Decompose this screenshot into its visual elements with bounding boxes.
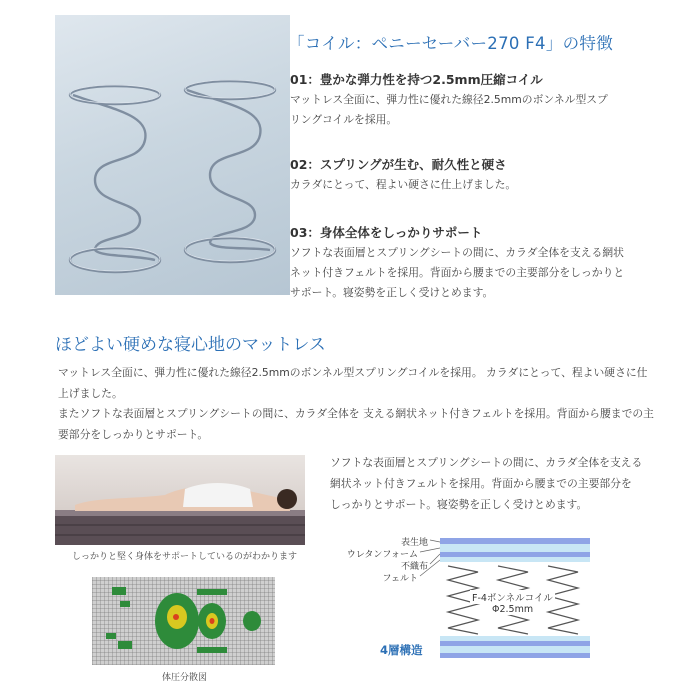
pressure-distribution-map [92,577,275,665]
structure-desc-line-2: 網状ネット付きフェルトを採用。背面から腰までの主要部分を [330,477,632,490]
pressure-map-illustration [92,577,275,665]
feature-1-line-1: マットレス全面に、弾力性に優れた線径2.5mmのボンネル型スプ [290,93,608,106]
structure-desc-line-3: しっかりとサポート。寝姿勢を正しく受けとめます。 [330,498,588,511]
photo-caption: しっかりと堅く身体をサポートしているのがわかります [72,552,298,562]
coil-label: F-4ボンネルコイル [470,590,555,604]
feature-1-line-2: リングコイルを採用。 [290,113,398,126]
structure-description [330,452,642,515]
bottom-layer-fabric [440,653,590,658]
feature-2-text [290,175,516,195]
feature-1-text [290,90,608,130]
layer-nonwoven-band [440,552,590,557]
feature-1-heading: 01：豊かな弾力性を持つ2.5mm圧縮コイル [290,72,543,87]
layer-fabric-band [440,538,590,544]
bottom-layer-nonwoven [440,641,590,646]
mattress-title: ほどよい硬めな寝心地のマットレス [55,335,326,355]
coil-spring-illustration [55,15,290,295]
four-layer-label: 4層構造 [380,643,423,657]
feature-3-line-1: ソフトな表面層とスプリングシートの間に、カラダ全体を支える網状 [290,246,624,259]
mattress-paragraph-2: またソフトな表面層とスプリングシートの間に、カラダ全体を 支える網状ネット付きフェルトを採用。背面から腰までの主要部分をしっかりとサポート。 [58,407,654,441]
layer-urethane-band [440,544,590,552]
mattress-description [58,363,658,445]
feature-3-line-3: サポート。寝姿勢を正しく受けとめます。 [290,286,494,299]
layer-label-fabric: 表生地 [400,538,428,548]
layer-label-felt: フェルト [382,574,418,584]
coil-photo [55,15,290,295]
feature-3-heading: 03：身体全体をしっかりサポート [290,225,483,240]
feature-3-line-2: ネット付きフェルトを採用。背面から腰までの主要部分をしっかりと [290,266,625,279]
mattress-paragraph-1: マットレス全面に、弾力性に優れた線径2.5mmのボンネル型スプリングコイルを採用。 カラダにとって、程よい硬さに仕上げました。 [58,366,648,400]
layer-label-nonwoven: 不織布 [400,562,428,572]
feature-2-heading: 02：スプリングが生む、耐久性と硬さ [290,157,507,172]
layer-label-urethane: ウレタンフォーム [346,550,418,560]
lying-person-photo [55,455,305,545]
bottom-layer-urethane [440,646,590,653]
feature-2-line-1: カラダにとって、程よい硬さに仕上げました。 [290,178,517,191]
pressure-caption: 体圧分散図 [162,673,208,683]
person-on-mattress-illustration [55,455,305,545]
section-title: 「コイル：ペニーセーバー270 F4」の特徴 [288,34,614,53]
layer-felt-band [440,557,590,562]
coil-diameter-label: Φ2.5mm [492,604,534,615]
bottom-layer-felt [440,636,590,641]
structure-desc-line-1: ソフトな表面層とスプリングシートの間に、カラダ全体を支える [330,456,643,469]
feature-3-text [290,243,624,303]
